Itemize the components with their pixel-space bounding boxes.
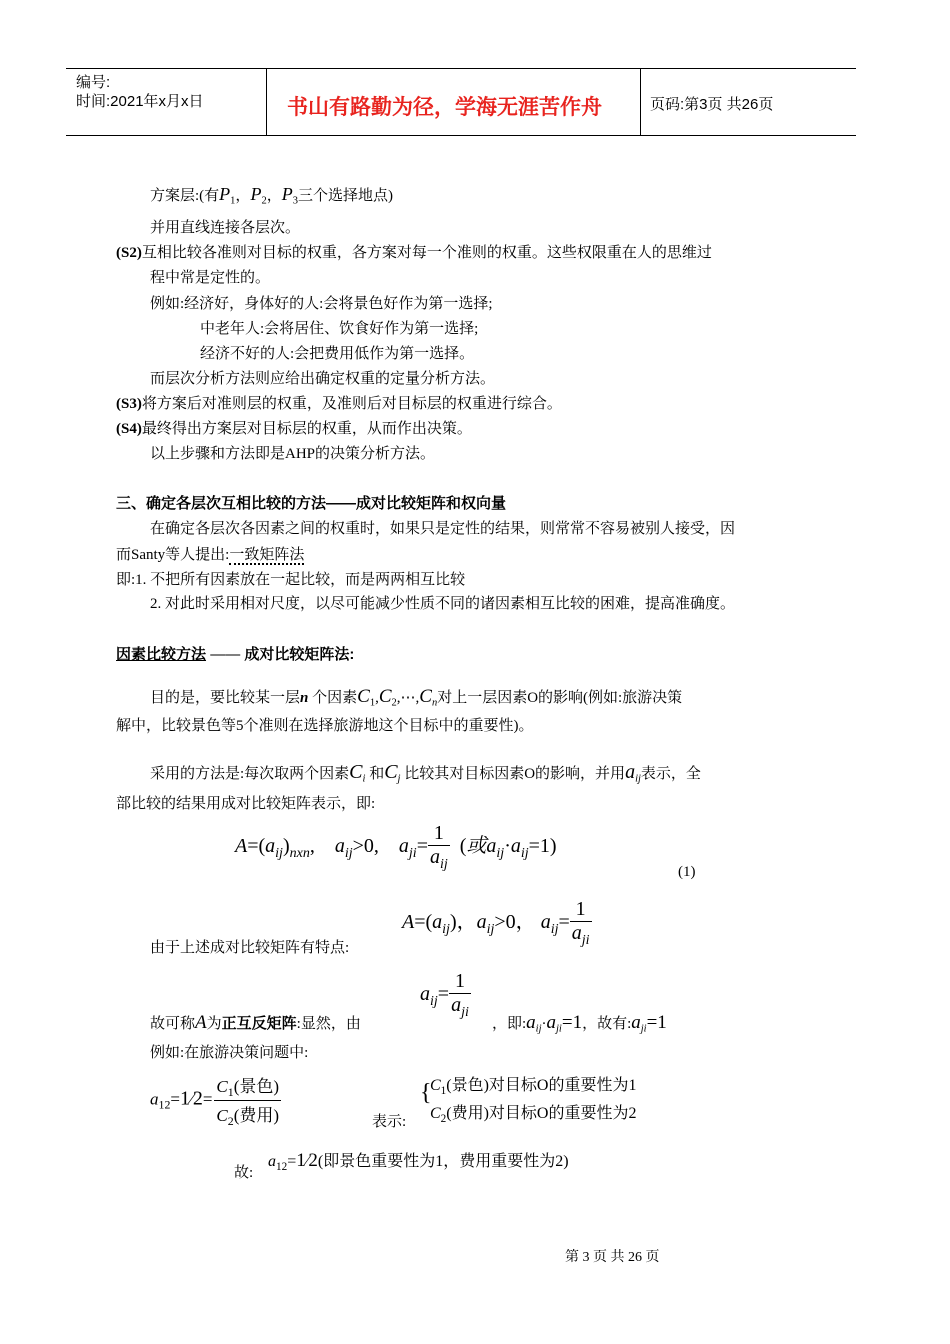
text-line: 解中，比较景色等5个准则在选择旅游地这个目标中的重要性)。 bbox=[116, 718, 534, 734]
brace: { bbox=[420, 1080, 432, 1106]
c2-meaning: $C_2$(费用)对目标O的重要性为2 bbox=[430, 1105, 637, 1125]
step-s4: (S4)最终得出方案层对目标层的权重，从而作出决策。 bbox=[116, 421, 472, 437]
plan-layer-line: 方案层:(有$P_1$，$P_2$，$P_3$三个选择地点) bbox=[150, 184, 393, 207]
header-time: 时间:2021年x月x日 bbox=[76, 93, 204, 110]
header-top-rule bbox=[66, 68, 856, 69]
text-line: 部比较的结果用成对比较矩阵表示，即: bbox=[116, 796, 376, 812]
equation-number: (1) bbox=[678, 864, 696, 880]
header-number: 编号: bbox=[76, 74, 111, 91]
method-title: 因素比较方法 —— 成对比较矩阵法: bbox=[116, 646, 355, 663]
method-line: 采用的方法是:每次取两个因素$C_i$ 和$C_j$ 比较其对目标因素O的影响，并用$a_{ij}$表示，全 bbox=[150, 761, 701, 785]
text-line: 并用直线连接各层次。 bbox=[150, 220, 301, 236]
header-page-info: 页码:第3页 共26页 bbox=[650, 96, 774, 113]
header-divider bbox=[266, 68, 267, 135]
header-bottom-rule bbox=[66, 135, 856, 136]
text-line: 以上步骤和方法即是AHP的决策分析方法。 bbox=[150, 446, 436, 462]
example-line: 经济不好的人:会把费用低作为第一选择。 bbox=[200, 346, 475, 362]
so-line: $a_{12}=1⁄2$(即景色重要性为1，费用重要性为2) bbox=[268, 1150, 569, 1173]
call-line: 故可称A为正互反矩阵:显然，由 bbox=[150, 1012, 361, 1033]
header-divider bbox=[640, 68, 641, 135]
call-line-2: ，即$:a_{ij}\cdot a_{ji}=1$，故有$:a_{ji}=1$ bbox=[492, 1012, 667, 1035]
text-line: 程中常是定性的。 bbox=[150, 270, 271, 286]
goal-line: 目的是，要比较某一层n 个因素$C_1,C_2,\cdots,C_n$对上一层因素O的影响(例如:旅游决策 bbox=[150, 686, 683, 709]
c1-meaning: $C_1$(景色)对目标O的重要性为1 bbox=[430, 1077, 637, 1097]
step-s3: (S3)将方案后对准则层的权重，及准则后对目标层的权重进行综合。 bbox=[116, 396, 562, 412]
equation-3: $a_{ij}=$ $\frac{1}{a_{ji}}$ bbox=[420, 970, 469, 1020]
text-line: 即:1. 不把所有因素放在一起比较，而是两两相互比较 bbox=[116, 572, 466, 588]
page-footer: 第 3 页 共 26 页 bbox=[565, 1250, 660, 1265]
equation-2: $A=(a_{ij})$，$a_{ij}>0$， $a_{ij}=$ $\frac{1}{a_{ji}}$ bbox=[402, 898, 590, 948]
so-label: 故: bbox=[234, 1165, 254, 1181]
text-line: 由于上述成对比较矩阵有特点: bbox=[150, 940, 350, 956]
text-line: 表示: bbox=[372, 1114, 407, 1130]
section-title: 三、确定各层次互相比较的方法——成对比较矩阵和权向量 bbox=[116, 495, 507, 512]
text-line: 在确定各层次各因素之间的权重时，如果只是定性的结果，则常常不容易被别人接受，因 bbox=[150, 521, 736, 537]
example-line: 例如:经济好，身体好的人:会将景色好作为第一选择; bbox=[150, 296, 493, 312]
example-line: 中老年人:会将居住、饮食好作为第一选择; bbox=[200, 321, 479, 337]
text-line: 2. 对此时采用相对尺度，以尽可能减少性质不同的诸因素相互比较的困难，提高准确度。 bbox=[150, 596, 736, 612]
a12-fraction: $a_{12}=1⁄2=$ $\frac{C_1(景色)}{C_2(费用)}$ bbox=[150, 1072, 281, 1129]
equation-1: $A=(a_{ij})_{nxn}$, $a_{ij}>0$, $a_{ji}=$ $\frac{1}{a_{ij}}$ (或$a_{ij}\cdot a_{ij}=1$) bbox=[235, 822, 557, 872]
header-motto: 书山有路勤为径，学海无涯苦作舟 bbox=[287, 96, 602, 119]
step-s2: (S2)互相比较各准则对目标的权重，各方案对每一个准则的权重。这些权限重在人的思维过 bbox=[116, 245, 712, 261]
text-line: 例如:在旅游决策问题中: bbox=[150, 1045, 309, 1061]
text-line: 而层次分析方法则应给出确定权重的定量分析方法。 bbox=[150, 371, 496, 387]
text-line: 而Santy等人提出:一致矩阵法 bbox=[116, 547, 305, 563]
